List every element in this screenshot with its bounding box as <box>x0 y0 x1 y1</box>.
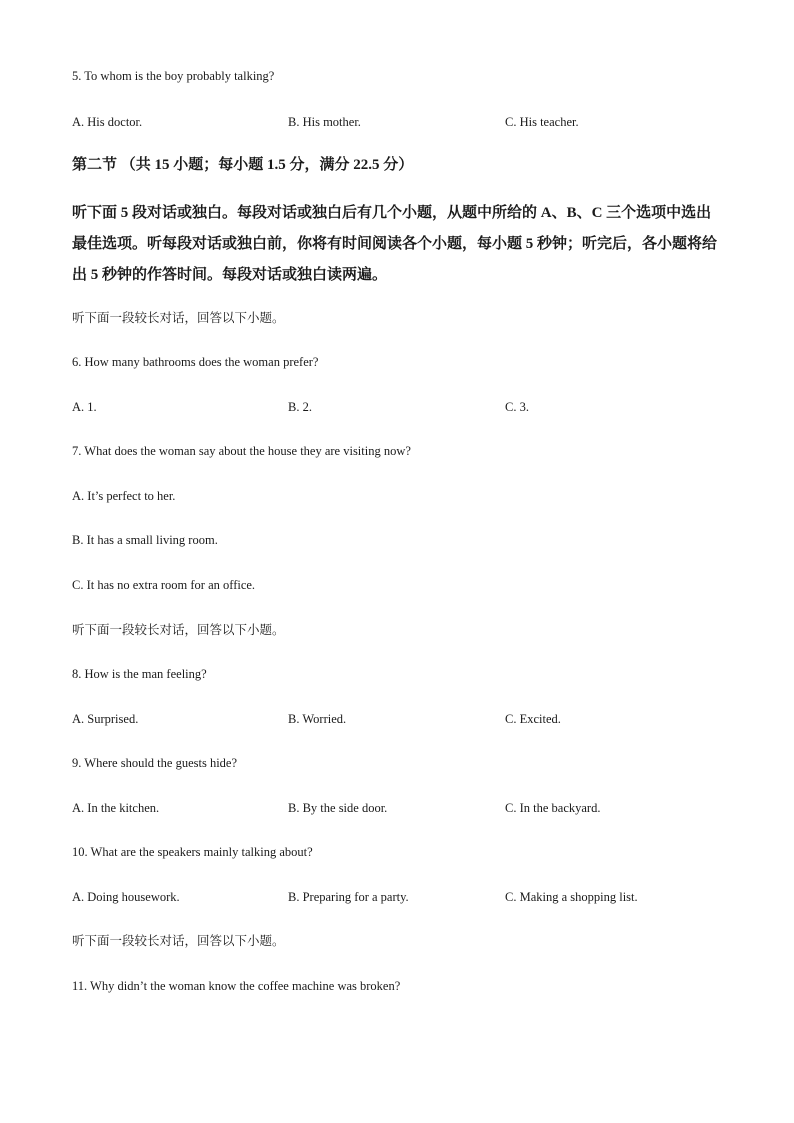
question-7-option-c: C. It has no extra room for an office. <box>72 578 256 592</box>
question-10-option-b: B. Preparing for a party. <box>288 890 409 904</box>
question-6-option-b: B. 2. <box>288 400 312 414</box>
question-9-stem: 9. Where should the guests hide? <box>72 756 238 770</box>
question-7-stem: 7. What does the woman say about the house they are visiting now? <box>72 444 411 458</box>
question-6-stem: 6. How many bathrooms does the woman prefer? <box>72 355 319 369</box>
question-8-option-c: C. Excited. <box>505 712 561 726</box>
question-6-option-a: A. 1. <box>72 400 97 414</box>
question-9-option-b: B. By the side door. <box>288 801 388 815</box>
question-5-option-c: C. His teacher. <box>505 115 579 129</box>
question-6-option-c: C. 3. <box>505 400 529 414</box>
question-11-stem: 11. Why didn’t the woman know the coffee machine was broken? <box>72 979 401 993</box>
question-5-option-b: B. His mother. <box>288 115 361 129</box>
question-7-option-b: B. It has a small living room. <box>72 533 218 547</box>
question-8-option-a: A. Surprised. <box>72 712 139 726</box>
question-10-option-a: A. Doing housework. <box>72 890 180 904</box>
question-8-option-b: B. Worried. <box>288 712 347 726</box>
dialogue-intro: 听下面一段较长对话，回答以下小题。 <box>72 933 285 948</box>
dialogue-intro: 听下面一段较长对话，回答以下小题。 <box>72 622 285 637</box>
question-7-option-a: A. It’s perfect to her. <box>72 489 176 503</box>
dialogue-intro: 听下面一段较长对话，回答以下小题。 <box>72 310 285 325</box>
question-5-option-a: A. His doctor. <box>72 115 143 129</box>
question-5-stem: 5. To whom is the boy probably talking? <box>72 69 275 83</box>
question-8-stem: 8. How is the man feeling? <box>72 667 207 681</box>
section-instructions: 听下面 5 段对话或独白。每段对话或独白后有几个小题，从题中所给的 A、B、C 三个选项中选出最佳选项。听每段对话或独白前，你将有时间阅读各个小题，每小题 5 秒钟；听完后，各小题将给出 5 秒钟的作答时间。每段对话或独白读两遍。 <box>72 205 718 283</box>
question-9-option-a: A. In the kitchen. <box>72 801 160 815</box>
question-10-option-c: C. Making a shopping list. <box>505 890 638 904</box>
section-heading: 第二节 （共 15 小题；每小题 1.5 分，满分 22.5 分） <box>72 157 414 173</box>
question-9-option-c: C. In the backyard. <box>505 801 601 815</box>
question-10-stem: 10. What are the speakers mainly talking about? <box>72 845 313 859</box>
